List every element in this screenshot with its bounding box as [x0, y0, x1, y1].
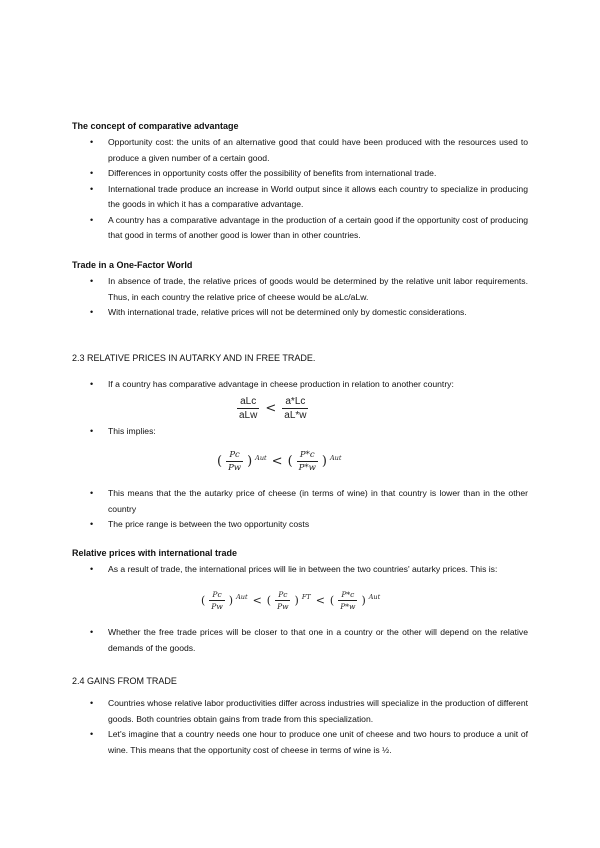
section-heading-one-factor-world: Trade in a One-Factor World — [72, 260, 193, 270]
list-item: • International trade produce an increase in World output since it allows each country to specialize in producing the goods in which it has a comparative advantage. — [72, 182, 528, 213]
international-trade-list-2 — [72, 625, 528, 656]
section-heading-comparative-advantage: The concept of comparative advantage — [72, 121, 239, 131]
free-trade-price-inequality: ( $\frac{Pc}{Pw}$ ) Aut < ( $\frac{Pc}{Pw}$ ) FT < ( $\frac{P*c}{P*w}$ ) Aut — [201, 590, 381, 611]
list-item: • Whether the free trade prices will be closer to that one in a country or the other will depend on the relative demands of the goods. — [72, 625, 528, 656]
list-item: • A country has a comparative advantage in the production of a certain good if the opportunity cost of producing that good in terms of another good is lower than in other countries. — [72, 213, 528, 244]
autarky-notes-list — [72, 486, 528, 533]
section-heading-gains-from-trade: 2.4 GAINS FROM TRADE — [72, 676, 177, 686]
list-item: • Differences in opportunity costs offer the possibility of benefits from international trade. — [72, 166, 528, 182]
list-item: • If a country has comparative advantage in cheese production in relation to another country: — [72, 377, 528, 393]
relative-prices-intro-list — [72, 377, 528, 393]
list-item: • This means that the the autarky price of cheese (in terms of wine) in that country is lower than in the other country — [72, 486, 528, 517]
list-item: • The price range is between the two opportunity costs — [72, 517, 528, 533]
implies-list — [72, 424, 528, 440]
international-trade-list-1 — [72, 562, 528, 578]
one-factor-list — [72, 274, 528, 321]
list-item: • Opportunity cost: the units of an alternative good that could have been produced with the resources used to produce a given number of a certain good. — [72, 135, 528, 166]
list-item: • Countries whose relative labor productivities differ across industries will specialize in the production of different goods. Both countries obtain gains from trade from this specialization. — [72, 696, 528, 727]
autarky-labor-inequality: $\frac{\text{aLc}}{\text{aLw}}$ < $\frac{a*Lc}{aL*w}$ — [236, 396, 310, 421]
comparative-advantage-list — [72, 135, 528, 244]
section-heading-relative-prices: 2.3 RELATIVE PRICES IN AUTARKY AND IN FREE TRADE. — [72, 353, 316, 363]
list-item: • As a result of trade, the international prices will lie in between the two countries' autarky prices. This is: — [72, 562, 528, 578]
list-item: • Let's imagine that a country needs one hour to produce one unit of cheese and two hours to produce a unit of wine. This means that the opportunity cost of cheese in terms of wine is ½. — [72, 727, 528, 758]
section-heading-international-trade: Relative prices with international trade — [72, 548, 238, 558]
autarky-price-inequality: ( $\frac{Pc}{Pw}$ ) Aut < ( $\frac{P*c}{P*w}$ ) Aut — [217, 450, 342, 473]
list-item: • In absence of trade, the relative prices of goods would be determined by the relative unit labor requirements. Thus, in each country the relative price of cheese would be aLc/aLw. — [72, 274, 528, 305]
fraction-foreign: $\frac{a*Lc}{aL*w}$ — [284, 396, 307, 421]
list-item: • This implies: — [72, 424, 528, 440]
list-item: • With international trade, relative prices will not be determined only by domestic considerations. — [72, 305, 528, 321]
fraction-home: $\frac{\text{aLc}}{\text{aLw}}$ — [239, 396, 258, 421]
gains-from-trade-list — [72, 696, 528, 758]
